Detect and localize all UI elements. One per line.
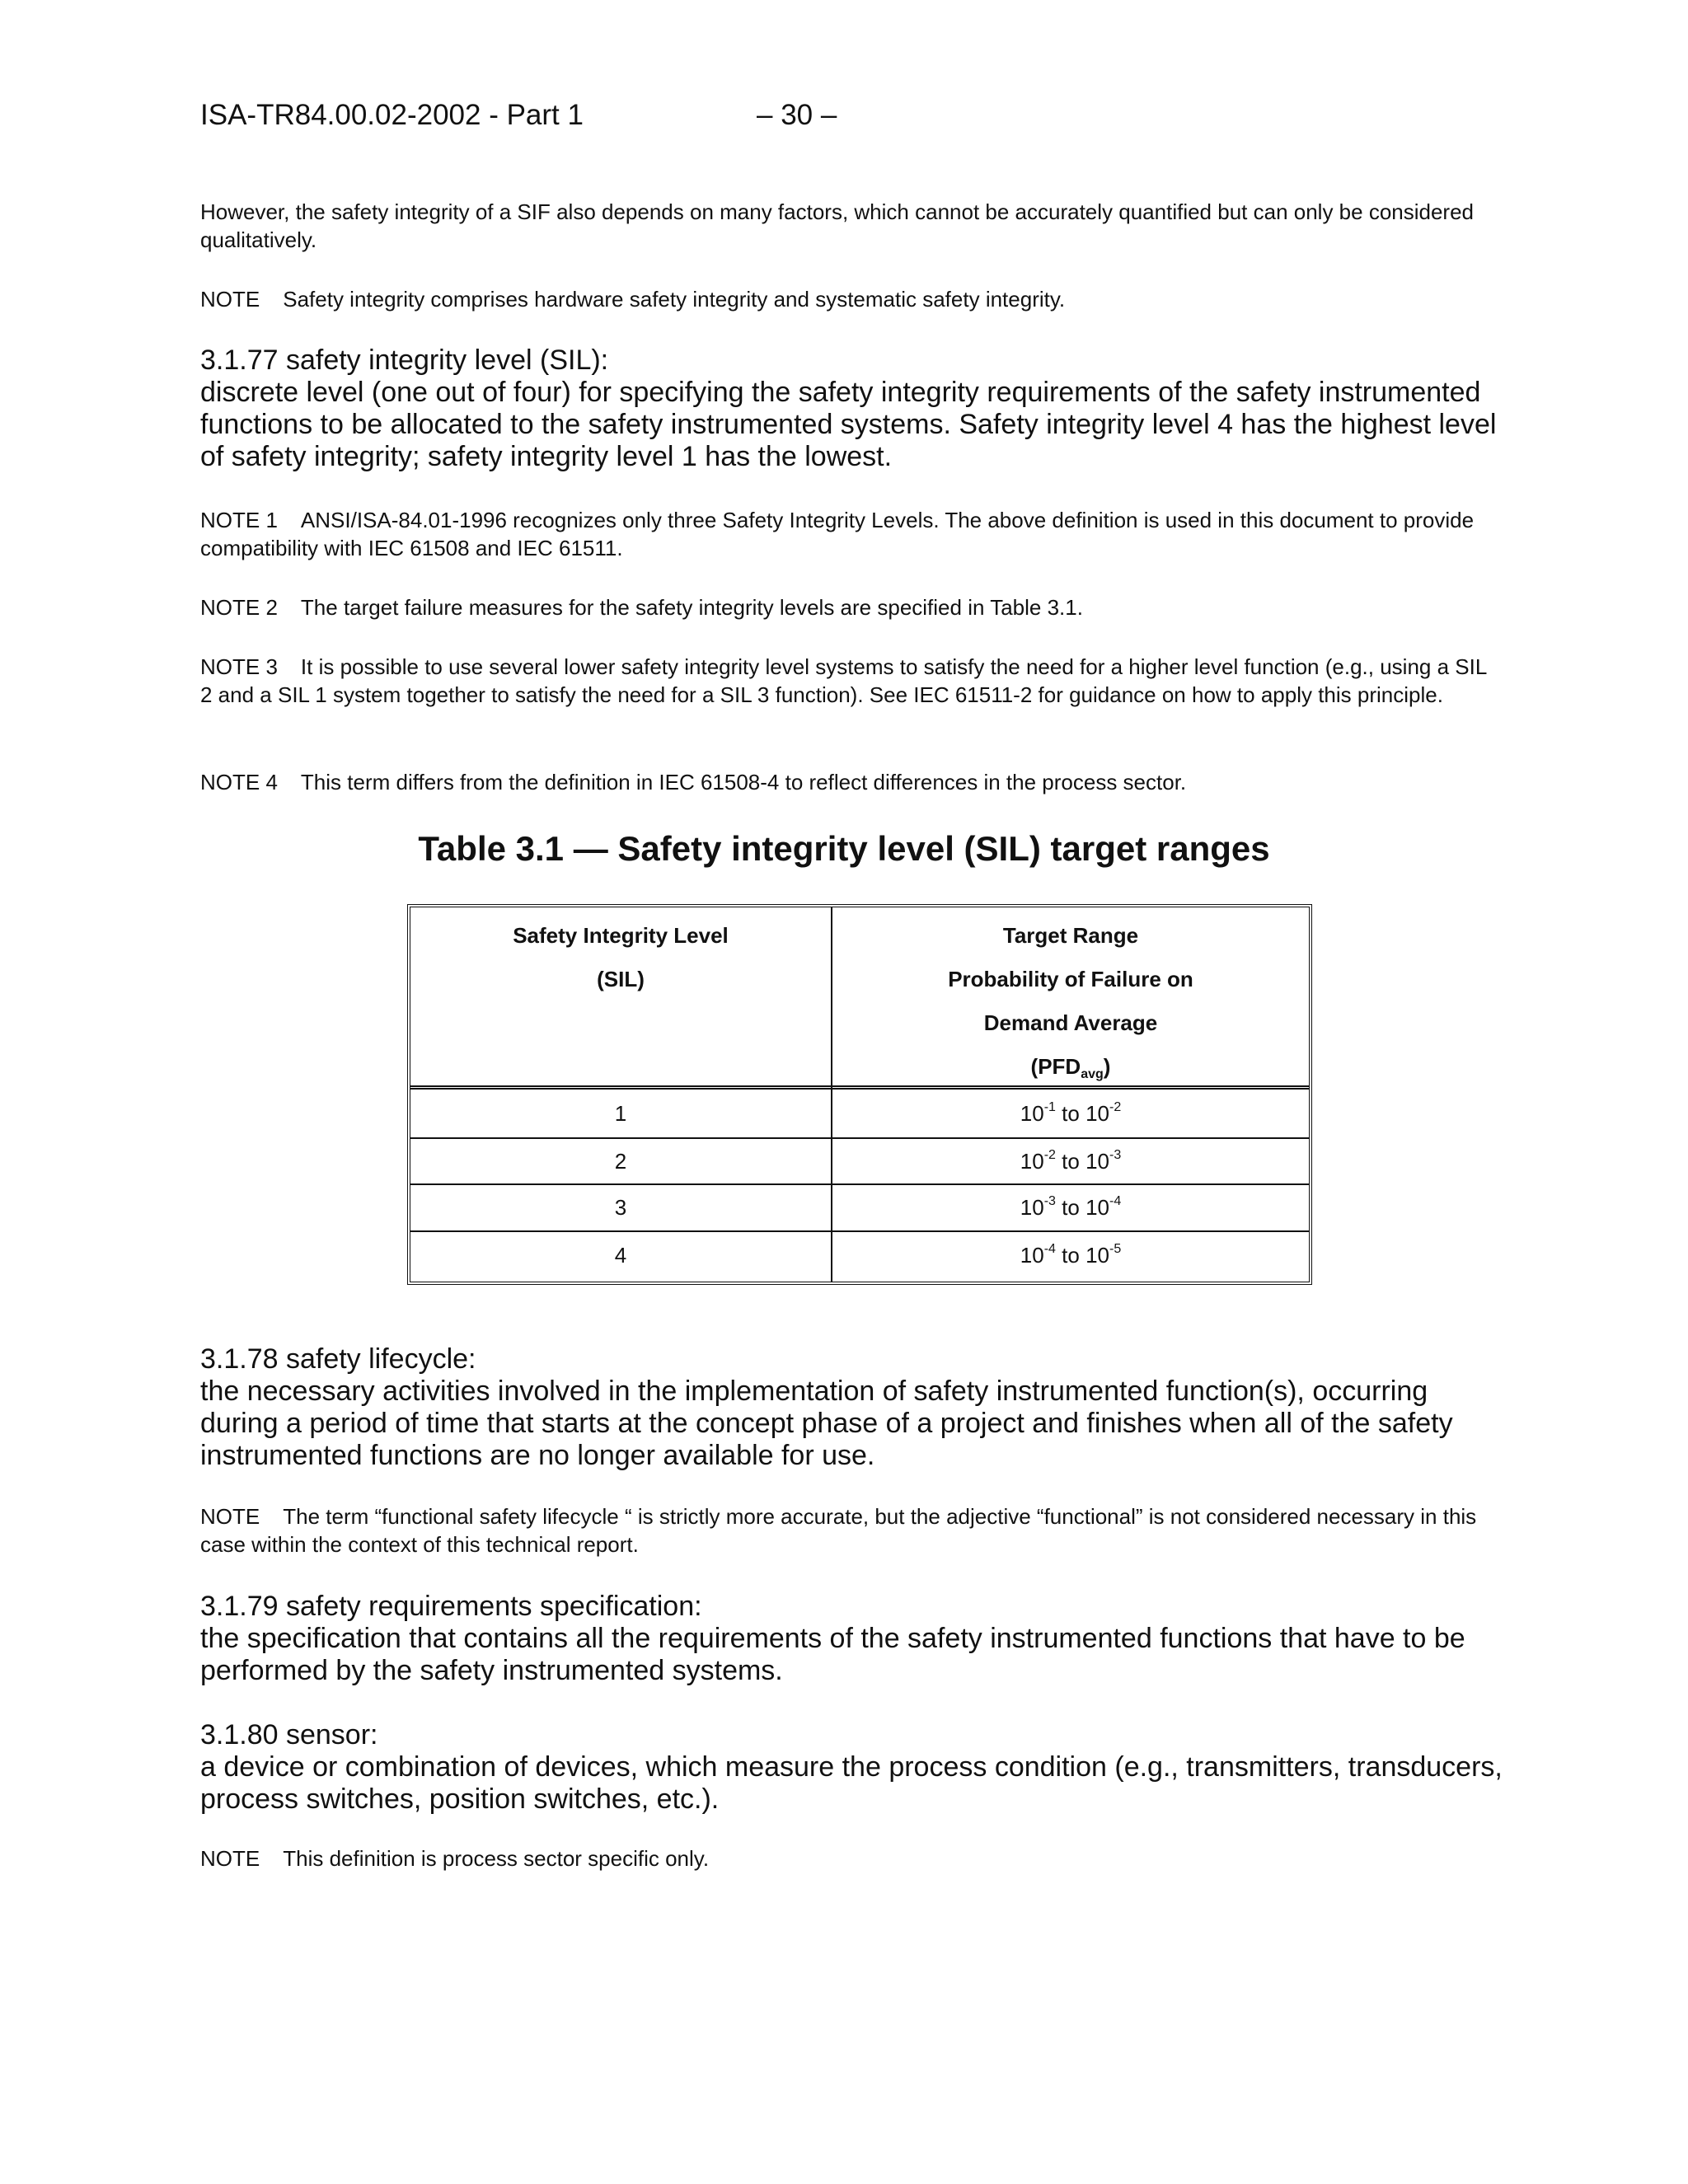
table-cell-range: $10^{-4}$ to $10^{-5}$	[1020, 1242, 1122, 1268]
page-number: – 30 –	[757, 99, 837, 131]
table-cell-sil: 1	[614, 1101, 627, 1126]
column-header-sil: Safety Integrity Level (SIL)	[513, 923, 729, 991]
table-cell-range: $10^{-2}$ to $10^{-3}$	[1020, 1148, 1122, 1174]
intro-note	[200, 285, 1503, 313]
intro-paragraph: However, the safety integrity of a SIF also depends on many factors, which cannot be accurately quantified but can only be considered qualitatively.	[200, 199, 1475, 252]
table-cell-range: $10^{-1}$ to $10^{-2}$	[1020, 1100, 1122, 1126]
table-cell-range: $10^{-3}$ to $10^{-4}$	[1020, 1194, 1122, 1220]
column-header-target-range: Target Range Probability of Failure on Demand Average $(PFD_{avg})$	[832, 914, 1309, 1089]
definition-3-1-77	[200, 344, 1503, 473]
note-label: NOTE 4	[200, 770, 278, 794]
note-2	[200, 593, 1503, 621]
note-text: Safety integrity comprises hardware safety integrity and systematic safety integrity.	[283, 287, 1066, 312]
note-text: This term differs from the definition in IEC 61508-4 to reflect differences in the process sector.	[300, 770, 1187, 794]
note-label: NOTE 3	[200, 654, 278, 679]
document-id: ISA-TR84.00.02-2002 - Part 1	[200, 99, 584, 131]
definition-3-1-80	[200, 1719, 1503, 1816]
term-definition: a device or combination of devices, which measure the process condition (e.g., transmitters, transducers, process switches, position switches, etc.).	[200, 1751, 1503, 1815]
note-3-1-80	[200, 1844, 1503, 1872]
note-label: NOTE	[200, 1504, 260, 1529]
table-cell-sil: 3	[614, 1195, 627, 1220]
table-cell-sil: 2	[614, 1149, 627, 1174]
note-label: NOTE 1	[200, 508, 278, 532]
note-3-1-78	[200, 1502, 1503, 1558]
definition-3-1-78	[200, 1343, 1503, 1472]
term-definition: the necessary activities involved in the implementation of safety instrumented function(s), occurring during a period of time that starts at the concept phase of a project and finishes when all of the safety instrumented functions are no longer available for use.	[200, 1376, 1453, 1471]
term-heading: 3.1.80 sensor:	[200, 1719, 378, 1750]
note-label: NOTE	[200, 287, 260, 312]
term-definition: the specification that contains all the requirements of the safety instrumented functions that have to be performed by the safety instrumented systems.	[200, 1623, 1465, 1686]
term-heading: 3.1.79 safety requirements specification:	[200, 1591, 702, 1622]
note-1	[200, 506, 1503, 562]
table-title: Table 3.1 — Safety integrity level (SIL) target ranges	[418, 829, 1270, 868]
term-heading: 3.1.77 safety integrity level (SIL):	[200, 344, 609, 376]
note-label: NOTE 2	[200, 595, 278, 620]
term-heading: 3.1.78 safety lifecycle:	[200, 1343, 476, 1375]
note-label: NOTE	[200, 1846, 260, 1871]
note-3	[200, 653, 1503, 709]
table-cell-sil: 4	[614, 1243, 627, 1268]
note-text: ANSI/ISA-84.01-1996 recognizes only three Safety Integrity Levels. The above definition is used in this document to provide compatibility with IEC 61508 and IEC 61511.	[200, 508, 1475, 560]
note-text: The term “functional safety lifecycle “ is strictly more accurate, but the adjective “functional” is not considered necessary in this case within the context of this technical report.	[200, 1504, 1477, 1557]
term-definition: discrete level (one out of four) for specifying the safety integrity requirements of the safety instrumented functions to be allocated to the safety instrumented systems. Safety integrity level 4 has the highest level of safety integrity; safety integrity level 1 has the lowest.	[200, 377, 1497, 472]
pfd-avg-label: $(PFD_{avg})$	[1030, 1054, 1111, 1081]
sil-table	[407, 904, 1312, 1285]
note-text: This definition is process sector specific only.	[283, 1846, 710, 1871]
definition-3-1-79	[200, 1591, 1503, 1687]
note-text: It is possible to use several lower safety integrity level systems to satisfy the need for a higher level function (e.g., using a SIL 2 and a SIL 1 system together to satisfy the need for a SIL 3 function). See IEC 61511-2 for guidance on how to apply this principle.	[200, 654, 1487, 707]
note-4	[200, 768, 1503, 796]
note-text: The target failure measures for the safety integrity levels are specified in Table 3.1.	[300, 595, 1083, 620]
